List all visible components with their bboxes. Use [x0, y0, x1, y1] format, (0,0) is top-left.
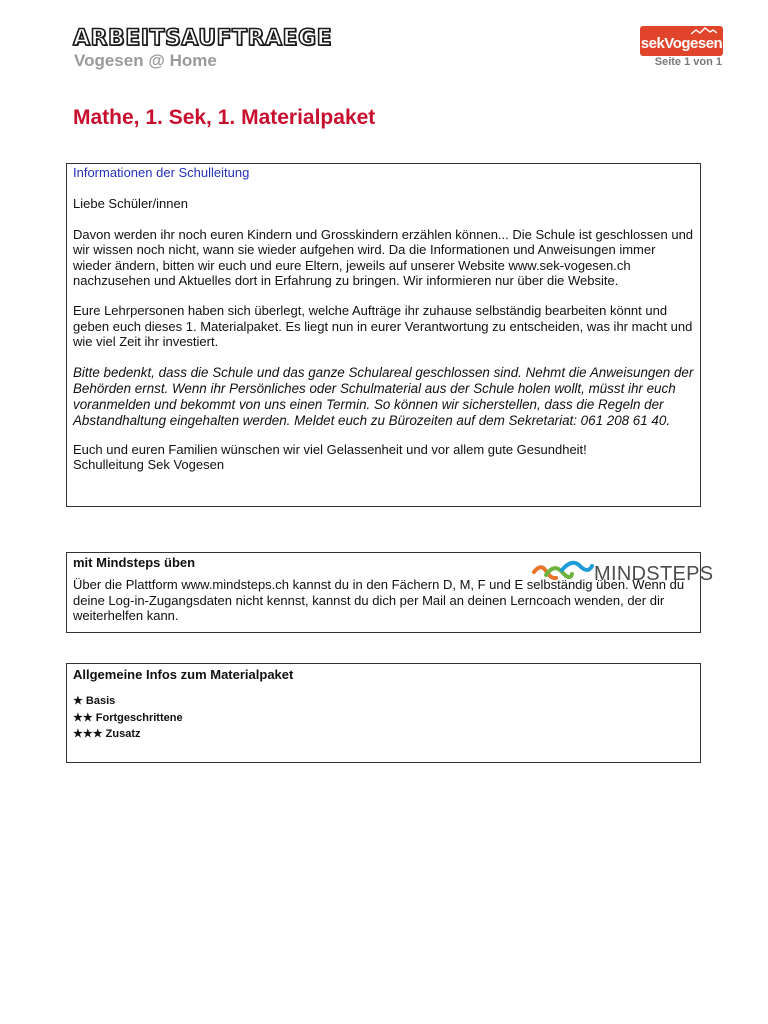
mindsteps-logo [532, 556, 714, 585]
mindsteps-logo-text: MINDSTEPS [594, 563, 714, 585]
level-zusatz: ★★★ Zusatz [73, 728, 141, 740]
sek-vogesen-logo [640, 26, 723, 56]
info-box-title: Informationen der Schulleitung [73, 165, 250, 180]
info-signature: Schulleitung Sek Vogesen [73, 457, 225, 473]
info-greeting: Liebe Schüler/innen [73, 196, 188, 212]
level-basis: ★ Basis [73, 695, 116, 707]
page-indicator: Seite 1 von 1 [654, 56, 722, 68]
general-info-title: Allgemeine Infos zum Materialpaket [73, 667, 294, 682]
header-subtitle: Vogesen @ Home [74, 51, 217, 70]
mindsteps-title: mit Mindsteps üben [73, 555, 196, 570]
sek-vogesen-logo-text: sekVogesen [640, 35, 723, 52]
info-closing: Euch und euren Familien wünschen wir viel Gelassenheit und vor allem gute Gesundheit! [73, 441, 587, 457]
mindsteps-waves-icon [532, 556, 594, 584]
document-title: Mathe, 1. Sek, 1. Materialpaket [73, 106, 376, 129]
info-paragraph-3: Bitte bedenkt, dass die Schule und das ganze Schulareal geschlossen sind. Nehmt die Anweisungen der Behörden ernst. Wenn ihr Persönliches oder Schulmaterial aus der Schule holen wollt, müsst ihr euch voranmelden und bekommt von uns einen Termin. So können wir sicherstellen, dass die Regeln der Abstandhaltung eingehalten werden. Meldet euch zu Bürozeiten auf dem Sekretariat: 061 208 61 40. [73, 364, 694, 428]
general-info-box [66, 663, 701, 763]
level-fortgeschrittene: ★★ Fortgeschrittene [73, 711, 183, 724]
info-paragraph-1: Davon werden ihr noch euren Kindern und Grosskindern erzählen können... Die Schule ist geschlossen und wir wissen noch nicht, wann sie wieder aufgehen wird. Da die Informationen und Anweisungen immer wieder ändern, bitten wir euch und eure Eltern, jeweils auf unserer Website www.sek-vogesen.ch nachzusehen und Aktuelles dort in Erfahrung zu bringen. Wir informieren nur über die Website. [73, 226, 694, 289]
mindsteps-box [66, 552, 714, 633]
header-logo-arbeitsauftraege: ARBEITSAUFTRAEGE [73, 26, 333, 51]
info-box [66, 163, 701, 507]
info-paragraph-2: Eure Lehrpersonen haben sich überlegt, welche Aufträge ihr zuhause selbständig bearbeiten könnt und geben euch dieses 1. Materialpaket. Es liegt nun in eurer Verantwortung zu entscheiden, was ihr macht und wie viel Zeit ihr investiert. [73, 303, 693, 350]
mindsteps-body: Über die Plattform www.mindsteps.ch kannst du in den Fächern D, M, F und E selbständig üben. Wenn du deine Log-in-Zugangsdaten nicht kennst, kannst du dich per Mail an deinen Lerncoach wenden, der dir weiterhelfen kann. [73, 577, 685, 624]
mountain-icon [691, 27, 717, 35]
